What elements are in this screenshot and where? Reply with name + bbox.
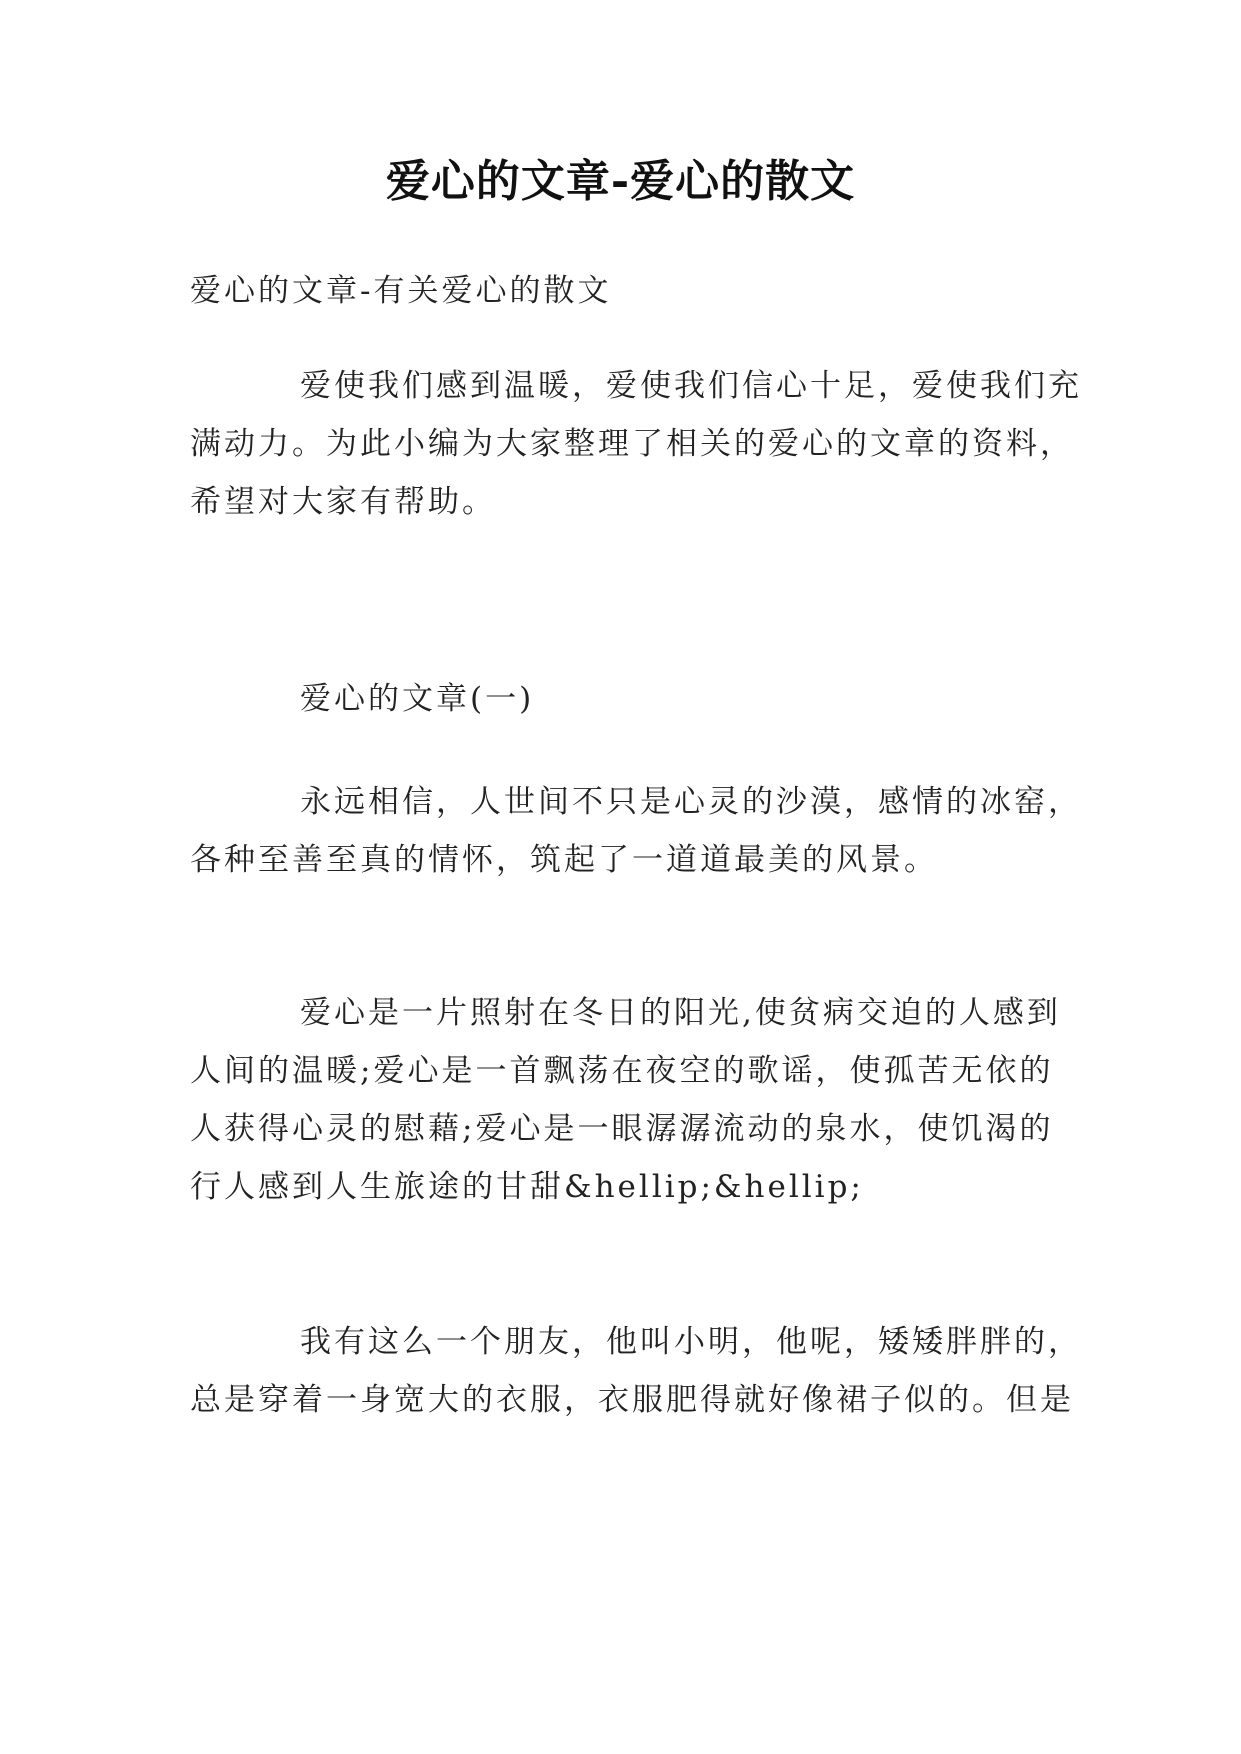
paragraph-line: 我有这么一个朋友，他叫小明，他呢，矮矮胖胖的，: [300, 1324, 1082, 1360]
intro-paragraph: [190, 357, 1080, 531]
paragraph-1: [190, 773, 1080, 889]
paragraph-3: [190, 1313, 1080, 1429]
document-subtitle: [190, 262, 1080, 320]
section-heading: [190, 670, 1080, 728]
paragraph-line: 总是穿着一身宽大的衣服，衣服肥得就好像裙子似的。但是: [190, 1382, 1074, 1418]
paragraph-line: 行人感到人生旅途的甘甜&hellip;&hellip;: [190, 1169, 864, 1205]
paragraph-2: [190, 984, 1080, 1216]
paragraph-line: 永远相信，人世间不只是心灵的沙漠，感情的冰窑，: [300, 784, 1082, 820]
paragraph-line: 爱心是一片照射在冬日的阳光,使贫病交迫的人感到: [300, 995, 1061, 1031]
document-title: 爱心的文章-爱心的散文: [385, 156, 856, 207]
paragraph-line: 爱使我们感到温暖，爱使我们信心十足，爱使我们充: [300, 368, 1082, 404]
section-heading-text: 爱心的文章(一): [300, 681, 535, 717]
paragraph-line: 各种至善至真的情怀，筑起了一道道最美的风景。: [190, 842, 938, 878]
paragraph-line: 人间的温暖;爱心是一首飘荡在夜空的歌谣，使孤苦无依的: [190, 1053, 1054, 1089]
subtitle-text: 爱心的文章-有关爱心的散文: [190, 273, 612, 309]
paragraph-line: 人获得心灵的慰藉;爱心是一眼潺潺流动的泉水，使饥渴的: [190, 1111, 1054, 1147]
paragraph-line: 满动力。为此小编为大家整理了相关的爱心的文章的资料，: [190, 426, 1074, 462]
paragraph-line: 希望对大家有帮助。: [190, 484, 496, 520]
